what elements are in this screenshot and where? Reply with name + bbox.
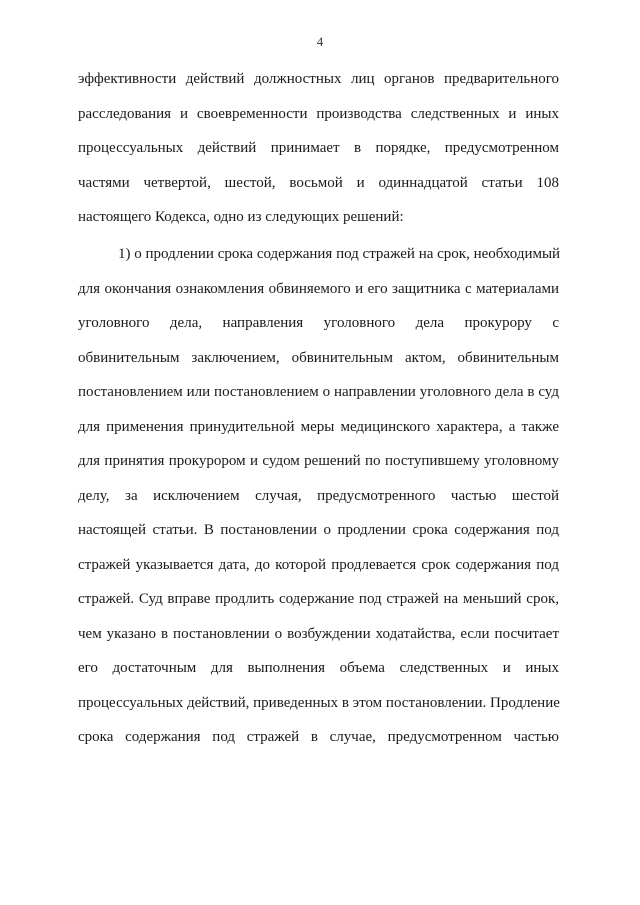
text-line: настоящего Кодекса, одно из следующих решений: (78, 209, 404, 225)
text-line: частями четвертой, шестой, восьмой и одиннадцатой статьи 108 (78, 174, 559, 191)
text-line: процессуальных действий принимает в порядке, предусмотренном (78, 140, 559, 156)
paragraph-continuation (78, 62, 559, 235)
text-line: обвинительным заключением, обвинительным актом, обвинительным (78, 349, 559, 366)
paragraph-item-1 (78, 237, 559, 755)
text-line: настоящей статьи. В постановлении о продлении срока содержания под (78, 522, 559, 538)
text-line: уголовного дела, направления уголовного дела прокурору с (78, 315, 559, 331)
page-number: 4 (316, 34, 324, 49)
text-line: стражей. Суд вправе продлить содержание под стражей на меньший срок, (78, 591, 559, 607)
text-line: для принятия прокурором и судом решений по поступившему уголовному (78, 453, 559, 469)
text-line: делу, за исключением случая, предусмотренного частью шестой (78, 487, 559, 504)
text-line: его достаточным для выполнения объема следственных и иных (78, 660, 559, 676)
text-line: срока содержания под стражей в случае, предусмотренном частью (78, 729, 559, 745)
text-line: постановлением или постановлением о направлении уголовного дела в суд (78, 384, 559, 400)
text-line: для окончания ознакомления обвиняемого и его защитника с материалами (78, 280, 559, 297)
text-line-first: 1) о продлении срока содержания под стражей на срок, необходимый (118, 246, 561, 262)
text-line: процессуальных действий, приведенных в этом постановлении. Продление (78, 694, 560, 711)
text-line: стражей указывается дата, до которой продлевается срок содержания под (78, 556, 559, 573)
text-line: расследования и своевременности производства следственных и иных (78, 105, 559, 122)
text-line: эффективности действий должностных лиц органов предварительного (78, 71, 559, 87)
text-line: чем указано в постановлении о возбуждении ходатайства, если посчитает (78, 625, 559, 642)
text-line: для применения принудительной меры медицинского характера, а также (78, 418, 559, 435)
